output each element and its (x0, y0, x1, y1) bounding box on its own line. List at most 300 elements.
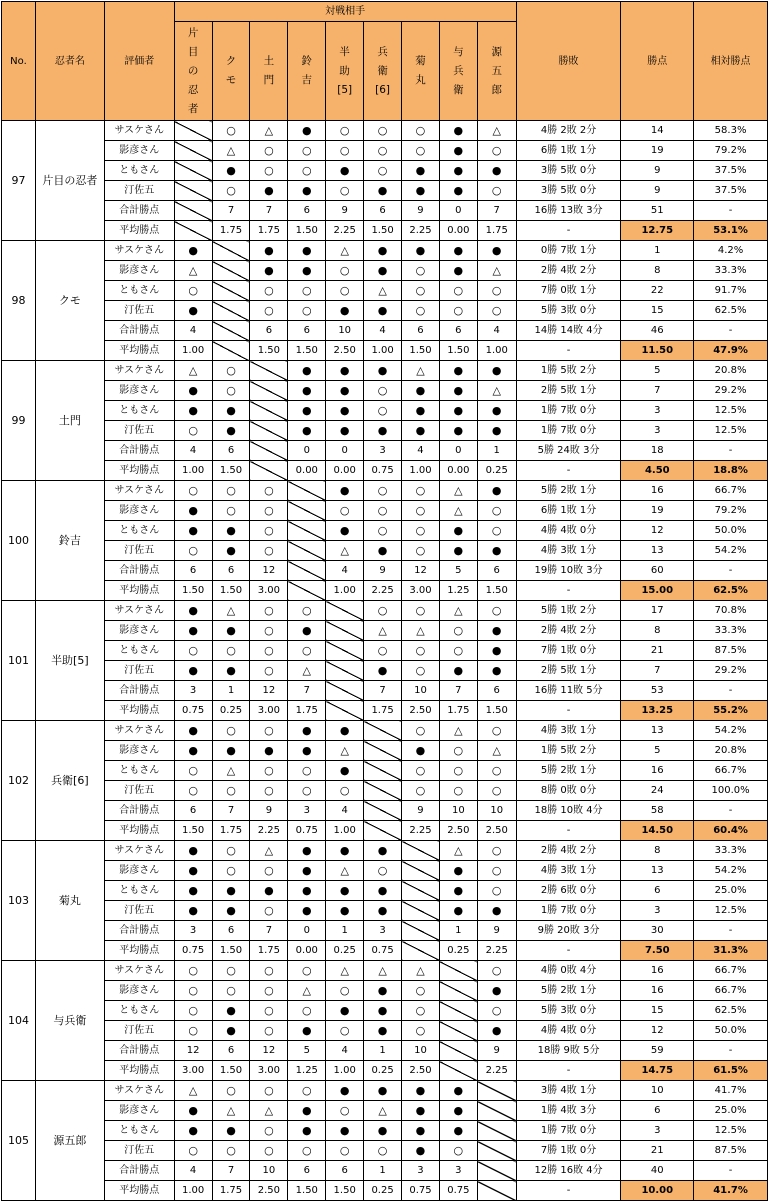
match-result-cell: ○ (174, 781, 212, 801)
points-value: 15 (621, 1001, 694, 1021)
match-result-cell: ○ (477, 861, 516, 881)
match-result-cell: ● (477, 161, 516, 181)
header-opponent (288, 22, 326, 121)
header-opponent-char: 吉 (301, 74, 313, 86)
total-relative-points: - (694, 1161, 768, 1181)
match-result-cell: ○ (250, 141, 288, 161)
win-loss-record: 3勝 5敗 0分 (516, 181, 621, 201)
average-points-cell: 1.75 (212, 821, 250, 841)
average-row (2, 581, 768, 601)
self-match-cell (439, 961, 477, 981)
match-result-cell: ○ (250, 481, 288, 501)
header-points: 勝点 (621, 2, 694, 121)
match-result-cell: △ (250, 1101, 288, 1121)
total-win-loss-record: 5勝 24敗 3分 (516, 441, 621, 461)
match-result-cell: ○ (326, 781, 364, 801)
total-row (2, 1161, 768, 1181)
match-result-cell: ● (212, 421, 250, 441)
relative-points-value: 20.8% (694, 741, 768, 761)
match-result-cell: ● (364, 421, 402, 441)
ninja-name: 鈴吉 (35, 481, 104, 601)
total-points-cell: 3 (439, 1161, 477, 1181)
match-result-cell: ○ (288, 161, 326, 181)
row-label: 合計勝点 (104, 561, 174, 581)
match-result-cell: ● (477, 641, 516, 661)
self-match-cell (288, 501, 326, 521)
match-result-cell: ● (439, 541, 477, 561)
match-result-cell: ○ (477, 761, 516, 781)
self-match-cell (250, 381, 288, 401)
average-dash: - (516, 341, 621, 361)
match-result-cell: ● (439, 661, 477, 681)
average-relative-points: 53.1% (694, 221, 768, 241)
match-result-cell: ● (326, 761, 364, 781)
match-result-cell: ○ (402, 261, 440, 281)
match-result-cell: ● (439, 401, 477, 421)
match-result-cell: ○ (402, 781, 440, 801)
match-result-cell: ○ (250, 281, 288, 301)
self-match-cell (288, 481, 326, 501)
total-points-cell: 10 (250, 1161, 288, 1181)
points-value: 19 (621, 141, 694, 161)
self-match-cell (477, 1181, 516, 1201)
total-points-value: 53 (621, 681, 694, 701)
match-result-cell: ○ (364, 161, 402, 181)
header-opponent (402, 22, 440, 121)
evaluation-row (2, 901, 768, 921)
points-value: 16 (621, 961, 694, 981)
average-points-cell: 2.50 (439, 821, 477, 841)
total-points-cell: 1 (212, 681, 250, 701)
match-result-cell: ● (402, 241, 440, 261)
average-points-cell: 2.25 (250, 821, 288, 841)
self-match-cell (174, 181, 212, 201)
relative-points-value: 50.0% (694, 1021, 768, 1041)
total-points-cell: 6 (174, 801, 212, 821)
relative-points-value: 29.2% (694, 661, 768, 681)
evaluation-row (2, 641, 768, 661)
match-result-cell: ○ (212, 641, 250, 661)
match-result-cell: ○ (402, 1021, 440, 1041)
self-match-cell (212, 301, 250, 321)
match-result-cell: ● (326, 1001, 364, 1021)
total-relative-points: - (694, 681, 768, 701)
evaluator-name: 汀佐五 (104, 1141, 174, 1161)
evaluation-row (2, 881, 768, 901)
win-loss-record: 6勝 1敗 1分 (516, 141, 621, 161)
total-row (2, 921, 768, 941)
match-result-cell: ○ (250, 901, 288, 921)
match-result-cell: △ (364, 621, 402, 641)
match-result-cell: △ (402, 621, 440, 641)
self-match-cell (288, 581, 326, 601)
average-relative-points: 61.5% (694, 1061, 768, 1081)
win-loss-record: 5勝 2敗 1分 (516, 981, 621, 1001)
match-result-cell: ○ (250, 1021, 288, 1041)
ninja-number: 103 (2, 841, 36, 961)
self-match-cell (174, 221, 212, 241)
evaluator-name: サスケさん (104, 721, 174, 741)
average-relative-points: 55.2% (694, 701, 768, 721)
match-result-cell: ● (364, 241, 402, 261)
average-points-cell: 0.00 (326, 461, 364, 481)
match-result-cell: ○ (250, 1141, 288, 1161)
evaluator-name: ともさん (104, 521, 174, 541)
match-result-cell: ● (212, 901, 250, 921)
points-value: 12 (621, 521, 694, 541)
total-points-cell: 7 (212, 801, 250, 821)
average-points-cell: 1.00 (174, 461, 212, 481)
match-result-cell: ○ (326, 1101, 364, 1121)
relative-points-value: 12.5% (694, 901, 768, 921)
total-points-cell: 0 (288, 921, 326, 941)
match-result-cell: ○ (212, 381, 250, 401)
ninja-evaluation-table (1, 1, 768, 1201)
average-points-cell: 1.50 (402, 341, 440, 361)
win-loss-record: 1勝 7敗 0分 (516, 901, 621, 921)
evaluation-row (2, 481, 768, 501)
evaluation-row (2, 281, 768, 301)
match-result-cell: ○ (477, 881, 516, 901)
total-points-cell: 7 (439, 681, 477, 701)
match-result-cell: ● (288, 1021, 326, 1041)
average-points-cell: 1.50 (212, 461, 250, 481)
match-result-cell: △ (402, 961, 440, 981)
average-dash: - (516, 821, 621, 841)
total-points-cell: 3 (288, 801, 326, 821)
match-result-cell: ● (364, 981, 402, 1001)
header-no: No. (2, 2, 36, 121)
average-points-cell: 3.00 (174, 1061, 212, 1081)
header-relative-points: 相対勝点 (694, 2, 768, 121)
match-result-cell: ○ (326, 121, 364, 141)
match-result-cell: ● (439, 161, 477, 181)
ninja-number: 98 (2, 241, 36, 361)
ninja-name: 菊丸 (35, 841, 104, 961)
total-points-cell: 6 (477, 561, 516, 581)
row-label: 平均勝点 (104, 821, 174, 841)
match-result-cell: △ (250, 121, 288, 141)
header-opponent-char: の (187, 64, 199, 77)
row-label: 平均勝点 (104, 221, 174, 241)
match-result-cell: ○ (364, 861, 402, 881)
average-relative-points: 31.3% (694, 941, 768, 961)
match-result-cell: △ (439, 841, 477, 861)
match-result-cell: ○ (250, 601, 288, 621)
header-opponent-char: 源 (491, 45, 502, 58)
match-result-cell: ○ (477, 1001, 516, 1021)
match-result-cell: △ (439, 481, 477, 501)
header-opponent (477, 22, 516, 121)
header-result: 勝敗 (516, 2, 621, 121)
win-loss-record: 1勝 5敗 2分 (516, 741, 621, 761)
self-match-cell (174, 141, 212, 161)
total-points-cell: 5 (439, 561, 477, 581)
evaluator-name: ともさん (104, 1121, 174, 1141)
total-points-cell: 3 (174, 681, 212, 701)
win-loss-record: 1勝 4敗 3分 (516, 1101, 621, 1121)
match-result-cell: ● (212, 161, 250, 181)
total-points-cell: 9 (477, 921, 516, 941)
average-points-cell: 1.75 (212, 221, 250, 241)
match-result-cell: ○ (402, 541, 440, 561)
ninja-number: 104 (2, 961, 36, 1081)
win-loss-record: 1勝 7敗 0分 (516, 401, 621, 421)
average-points-value: 12.75 (621, 221, 694, 241)
self-match-cell (364, 801, 402, 821)
total-points-cell: 1 (326, 921, 364, 941)
row-label: 合計勝点 (104, 321, 174, 341)
evaluator-name: サスケさん (104, 961, 174, 981)
points-value: 17 (621, 601, 694, 621)
win-loss-record: 4勝 3敗 1分 (516, 541, 621, 561)
average-points-cell: 2.50 (326, 341, 364, 361)
total-points-cell: 7 (250, 921, 288, 941)
header-opponent-char: モ (225, 74, 237, 86)
points-value: 16 (621, 981, 694, 1001)
match-result-cell: ● (250, 181, 288, 201)
match-result-cell: ○ (250, 1121, 288, 1141)
win-loss-record: 4勝 3敗 1分 (516, 721, 621, 741)
header-opponent-char: 菊 (415, 55, 426, 67)
total-win-loss-record: 9勝 20敗 3分 (516, 921, 621, 941)
evaluator-name: 影彦さん (104, 1101, 174, 1121)
total-points-cell: 4 (326, 561, 364, 581)
total-points-value: 30 (621, 921, 694, 941)
relative-points-value: 41.7% (694, 1081, 768, 1101)
total-points-cell: 4 (326, 801, 364, 821)
relative-points-value: 54.2% (694, 861, 768, 881)
self-match-cell (364, 721, 402, 741)
match-result-cell: ○ (288, 781, 326, 801)
points-value: 16 (621, 761, 694, 781)
total-win-loss-record: 18勝 9敗 5分 (516, 1041, 621, 1061)
evaluation-row (2, 301, 768, 321)
match-result-cell: ○ (212, 1141, 250, 1161)
match-result-cell: ● (174, 501, 212, 521)
average-points-cell: 1.75 (477, 221, 516, 241)
total-points-cell: 6 (477, 681, 516, 701)
header-opponent-char: 衛 (377, 64, 388, 77)
match-result-cell: ● (364, 881, 402, 901)
match-result-cell: ○ (364, 401, 402, 421)
match-result-cell: ○ (250, 661, 288, 681)
header-opponent (174, 22, 212, 121)
row-label: 合計勝点 (104, 681, 174, 701)
evaluator-name: 影彦さん (104, 741, 174, 761)
self-match-cell (439, 1041, 477, 1061)
match-result-cell: ● (174, 1121, 212, 1141)
match-result-cell: ● (212, 741, 250, 761)
match-result-cell: ● (326, 381, 364, 401)
total-points-cell: 12 (250, 1041, 288, 1061)
match-result-cell: ● (402, 381, 440, 401)
match-result-cell: ● (439, 381, 477, 401)
average-points-cell: 0.25 (212, 701, 250, 721)
points-value: 14 (621, 121, 694, 141)
evaluation-row (2, 761, 768, 781)
average-relative-points: 47.9% (694, 341, 768, 361)
match-result-cell: △ (212, 601, 250, 621)
average-points-cell: 0.75 (288, 821, 326, 841)
total-row (2, 681, 768, 701)
match-result-cell: ● (212, 621, 250, 641)
total-win-loss-record: 12勝 16敗 4分 (516, 1161, 621, 1181)
match-result-cell: ○ (364, 1141, 402, 1161)
average-points-cell: 0.00 (288, 461, 326, 481)
win-loss-record: 3勝 5敗 0分 (516, 161, 621, 181)
header-opponent-char: 与 (453, 45, 464, 58)
total-points-cell: 5 (288, 1041, 326, 1061)
match-result-cell: △ (326, 541, 364, 561)
match-result-cell: ● (402, 181, 440, 201)
row-label: 平均勝点 (104, 461, 174, 481)
self-match-cell (402, 881, 440, 901)
match-result-cell: ● (212, 661, 250, 681)
match-result-cell: ○ (477, 301, 516, 321)
total-points-cell: 1 (364, 1041, 402, 1061)
match-result-cell: ○ (477, 521, 516, 541)
evaluator-name: ともさん (104, 1001, 174, 1021)
self-match-cell (326, 601, 364, 621)
match-result-cell: ● (402, 401, 440, 421)
match-result-cell: ○ (402, 281, 440, 301)
header-opponent-char: 郎 (491, 83, 502, 96)
self-match-cell (402, 901, 440, 921)
total-points-cell: 3 (364, 441, 402, 461)
match-result-cell: ● (439, 901, 477, 921)
header-opponent-char: 片 (187, 26, 199, 39)
average-points-cell: 0.25 (364, 1181, 402, 1201)
match-result-cell: ○ (326, 1141, 364, 1161)
match-result-cell: ○ (250, 1001, 288, 1021)
self-match-cell (477, 1081, 516, 1101)
match-result-cell: ○ (326, 281, 364, 301)
match-result-cell: ○ (439, 641, 477, 661)
self-match-cell (326, 621, 364, 641)
header-opponent-char: 者 (187, 102, 199, 115)
header-opponent-char: 助 (339, 64, 350, 77)
total-points-cell: 6 (364, 201, 402, 221)
header-opponent-char: 目 (187, 45, 199, 58)
header-opponent-char: ク (225, 55, 237, 67)
average-points-cell: 1.75 (212, 1181, 250, 1201)
row-label: 平均勝点 (104, 1181, 174, 1201)
total-points-cell: 6 (288, 201, 326, 221)
evaluation-row (2, 981, 768, 1001)
total-points-cell: 9 (402, 801, 440, 821)
win-loss-record: 2勝 6敗 0分 (516, 881, 621, 901)
match-result-cell: ● (174, 861, 212, 881)
match-result-cell: ○ (364, 521, 402, 541)
match-result-cell: ○ (402, 521, 440, 541)
match-result-cell: ● (288, 181, 326, 201)
win-loss-record: 2勝 4敗 2分 (516, 621, 621, 641)
match-result-cell: ● (288, 1101, 326, 1121)
average-points-cell: 1.50 (326, 1181, 364, 1201)
self-match-cell (212, 281, 250, 301)
average-points-cell: 0.25 (439, 941, 477, 961)
row-label: 合計勝点 (104, 1161, 174, 1181)
relative-points-value: 66.7% (694, 961, 768, 981)
total-points-cell: 6 (212, 561, 250, 581)
total-points-cell: 6 (212, 441, 250, 461)
match-result-cell: ○ (250, 761, 288, 781)
average-points-cell: 2.25 (402, 221, 440, 241)
ninja-name: 片目の忍者 (35, 121, 104, 241)
match-result-cell: ○ (288, 601, 326, 621)
average-points-cell: 3.00 (250, 701, 288, 721)
average-points-cell: 1.00 (402, 461, 440, 481)
match-result-cell: ● (439, 861, 477, 881)
average-dash: - (516, 1181, 621, 1201)
self-match-cell (439, 1001, 477, 1021)
average-points-cell: 2.25 (477, 941, 516, 961)
match-result-cell: ● (212, 1001, 250, 1021)
total-points-cell: 10 (402, 1041, 440, 1061)
header-opponent (439, 22, 477, 121)
average-points-cell: 1.50 (288, 221, 326, 241)
evaluator-name: 影彦さん (104, 381, 174, 401)
match-result-cell: ● (326, 1121, 364, 1141)
match-result-cell: ○ (288, 1081, 326, 1101)
total-points-cell: 6 (174, 561, 212, 581)
row-label: 合計勝点 (104, 801, 174, 821)
match-result-cell: ● (477, 901, 516, 921)
match-result-cell: ○ (174, 1001, 212, 1021)
average-points-cell: 1.50 (477, 581, 516, 601)
total-points-cell: 3 (364, 921, 402, 941)
total-points-cell: 9 (402, 201, 440, 221)
match-result-cell: ● (364, 1021, 402, 1041)
evaluation-row (2, 841, 768, 861)
match-result-cell: ○ (212, 841, 250, 861)
total-points-value: 46 (621, 321, 694, 341)
average-row (2, 461, 768, 481)
match-result-cell: ○ (364, 381, 402, 401)
match-result-cell: ● (364, 541, 402, 561)
evaluator-name: 汀佐五 (104, 541, 174, 561)
match-result-cell: ● (174, 601, 212, 621)
points-value: 3 (621, 421, 694, 441)
ninja-number: 101 (2, 601, 36, 721)
evaluation-row (2, 381, 768, 401)
points-value: 8 (621, 621, 694, 641)
table-body (2, 121, 768, 1201)
average-points-cell: 0.25 (326, 941, 364, 961)
relative-points-value: 33.3% (694, 841, 768, 861)
average-row (2, 221, 768, 241)
average-points-value: 14.75 (621, 1061, 694, 1081)
match-result-cell: ○ (477, 721, 516, 741)
evaluation-row (2, 861, 768, 881)
evaluator-name: 汀佐五 (104, 301, 174, 321)
match-result-cell: ○ (174, 981, 212, 1001)
points-value: 6 (621, 1101, 694, 1121)
average-points-cell: 1.25 (439, 581, 477, 601)
match-result-cell: ● (174, 661, 212, 681)
average-points-cell: 1.50 (477, 701, 516, 721)
self-match-cell (364, 761, 402, 781)
match-result-cell: ○ (250, 301, 288, 321)
match-result-cell: ● (288, 401, 326, 421)
header-opponent (364, 22, 402, 121)
average-points-cell: 2.25 (477, 1061, 516, 1081)
match-result-cell: ○ (402, 141, 440, 161)
evaluation-row (2, 121, 768, 141)
average-dash: - (516, 1061, 621, 1081)
evaluation-row (2, 421, 768, 441)
